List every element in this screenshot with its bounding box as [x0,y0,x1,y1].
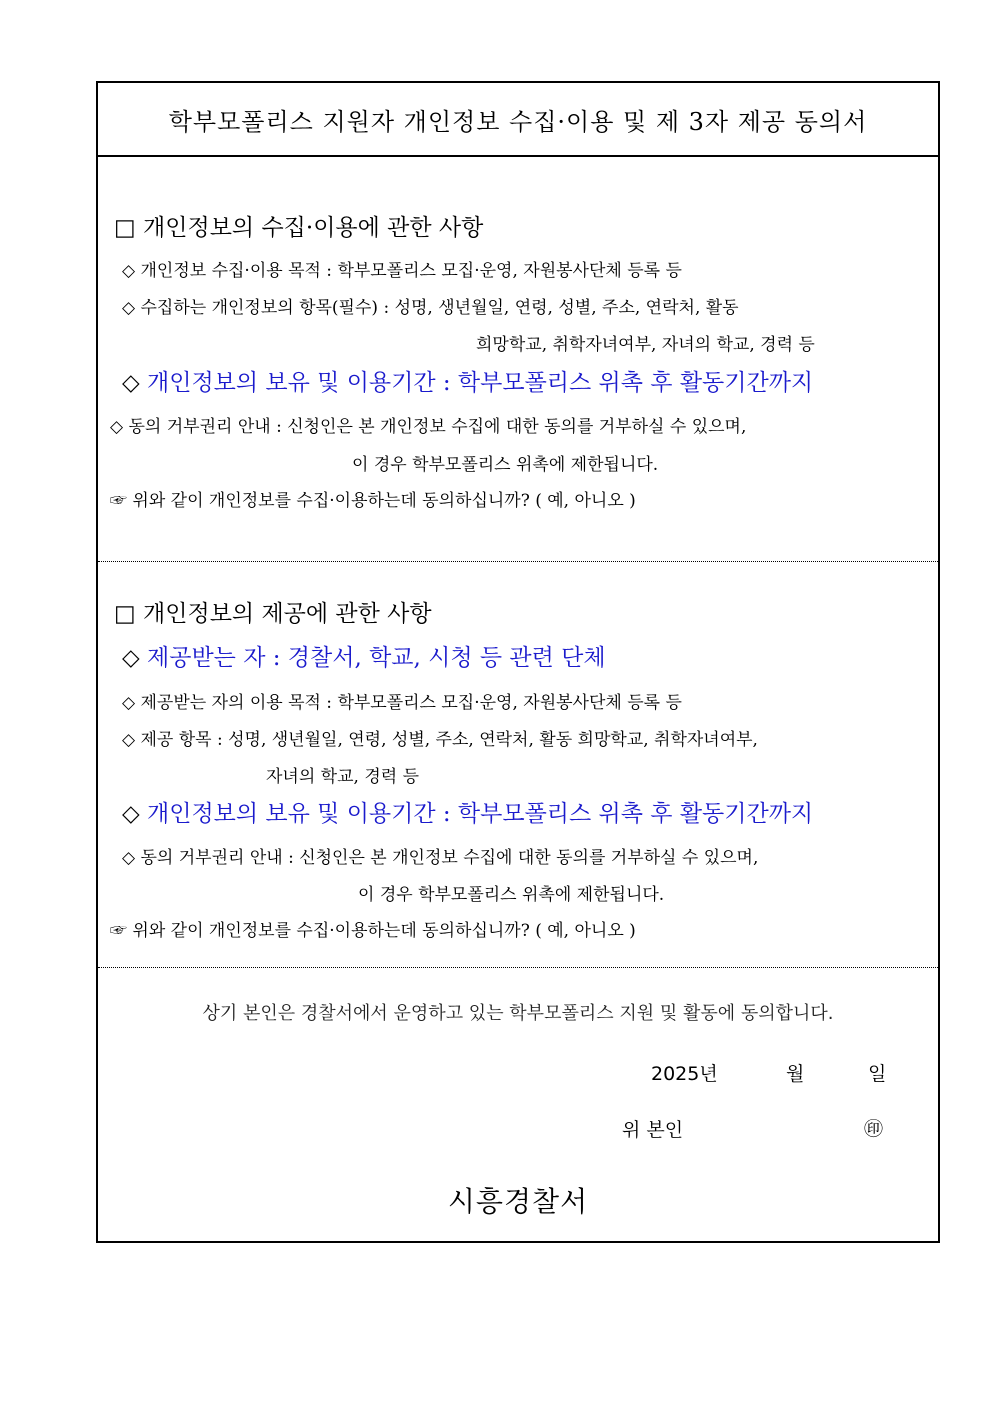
section2-items-line1: ◇ 제공 항목 : 성명, 생년월일, 연령, 성별, 주소, 연락처, 활동 희망학교, 취학자녀여부, [122,730,758,750]
section2-refusal-line2: 이 경우 학부모폴리스 위촉에 제한됩니다. [358,885,665,905]
date-month: 월 [786,1063,805,1085]
section1-refusal-line2: 이 경우 학부모폴리스 위촉에 제한됩니다. [352,455,659,475]
date-day: 일 [868,1063,887,1085]
section2-recipient [122,639,606,672]
section2-heading: □ 개인정보의 제공에 관한 사항 [114,601,432,627]
section1-retention-text: 개인정보의 보유 및 이용기간 : 학부모폴리스 위촉 후 활동기간까지 [147,370,814,396]
section2-retention [122,795,813,828]
organization-name: 시흥경찰서 [447,1185,589,1218]
section-divider-2 [98,967,938,968]
section1-purpose: ◇ 개인정보 수집·이용 목적 : 학부모폴리스 모집·운영, 자원봉사단체 등록 등 [122,261,682,281]
diamond-icon: ◇ [122,645,140,671]
section1-consent-question: ☞ 위와 같이 개인정보를 수집·이용하는데 동의하십니까? ( 예, 아니오 ) [110,491,636,511]
section-divider-1 [98,561,938,562]
section1-retention [122,364,813,397]
section2-items-line2: 자녀의 학교, 경력 등 [266,767,419,787]
consent-form-frame [96,81,940,1243]
diamond-icon: ◇ [122,370,140,396]
document-title: 학부모폴리스 지원자 개인정보 수집·이용 및 제 3자 제공 동의서 [168,107,868,136]
section1-refusal-line1: ◇ 동의 거부권리 안내 : 신청인은 본 개인정보 수집에 대한 동의를 거부하실 수 있으며, [110,417,747,437]
consent-statement: 상기 본인은 경찰서에서 운영하고 있는 학부모폴리스 지원 및 활동에 동의합니다. [202,1003,834,1024]
section2-refusal-line1: ◇ 동의 거부권리 안내 : 신청인은 본 개인정보 수집에 대한 동의를 거부하실 수 있으며, [122,848,759,868]
section1-items-line1: ◇ 수집하는 개인정보의 항목(필수) : 성명, 생년월일, 연령, 성별, 주소, 연락처, 활동 [122,298,739,318]
section2-purpose: ◇ 제공받는 자의 이용 목적 : 학부모폴리스 모집·운영, 자원봉사단체 등록 등 [122,693,682,713]
signer-label: 위 본인 [622,1119,684,1141]
section2-consent-question: ☞ 위와 같이 개인정보를 수집·이용하는데 동의하십니까? ( 예, 아니오 ) [110,921,636,941]
seal-icon: ㊞ [864,1118,884,1140]
section1-items-line2: 희망학교, 취학자녀여부, 자녀의 학교, 경력 등 [476,335,815,355]
diamond-icon: ◇ [122,801,140,827]
date-year: 2025년 [651,1063,718,1085]
section2-recipient-text: 제공받는 자 : 경찰서, 학교, 시청 등 관련 단체 [147,645,606,671]
section2-retention-text: 개인정보의 보유 및 이용기간 : 학부모폴리스 위촉 후 활동기간까지 [147,801,814,827]
title-row [98,83,938,157]
section1-heading: □ 개인정보의 수집·이용에 관한 사항 [114,215,484,241]
